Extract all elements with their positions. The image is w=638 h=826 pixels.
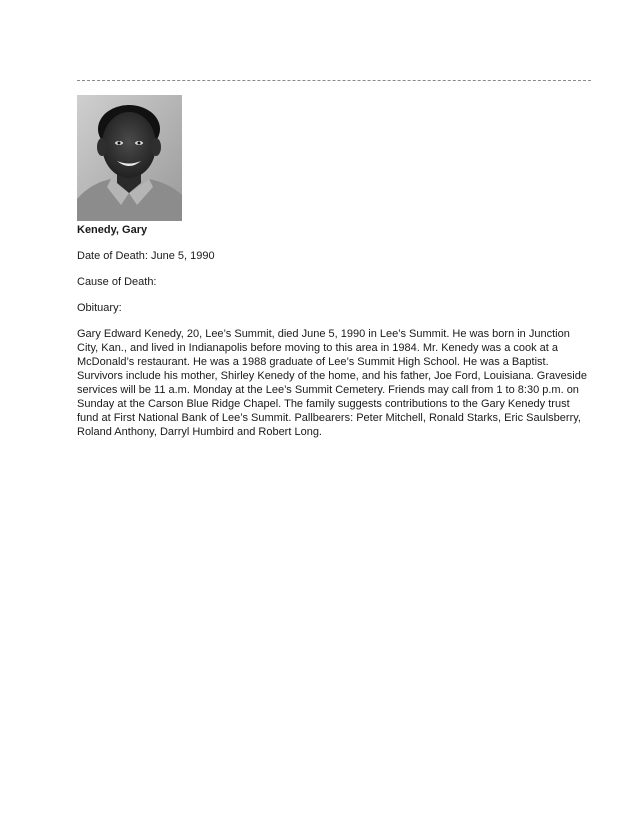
cause-of-death: Cause of Death: <box>77 276 157 288</box>
obituary-record <box>77 223 591 439</box>
portrait-image <box>77 95 182 221</box>
portrait-photo <box>77 95 182 221</box>
person-name: Kenedy, Gary <box>77 224 148 236</box>
date-of-death: Date of Death: June 5, 1990 <box>77 250 215 262</box>
dashed-divider <box>77 80 591 81</box>
obituary-label: Obituary: <box>77 302 122 314</box>
obituary-text: Gary Edward Kenedy, 20, Lee’s Summit, died June 5, 1990 in Lee’s Summit. He was born in Junction City, Kan., and lived in Indianapolis before moving to this area in 1984. Mr. Kenedy was a cook at a McDonald’s restaurant. He was a 1988 graduate of Lee’s Summit High School. He was a Baptist. Survivors include his mother, Shirley Kenedy of the home, and his father, Joe Ford, Louisiana. Graveside services will be 11 a.m. Monday at the Lee’s Summit Cemetery. Friends may call from 1 to 8:30 p.m. on Sunday at the Carson Blue Ridge Chapel. The family suggests contributions to the Gary Kenedy trust fund at First National Bank of Lee’s Summit. Pallbearers: Peter Mitchell, Ronald Starks, Eric Saulsberry, Roland Anthony, Darryl Humbird and Robert Long. <box>77 328 587 438</box>
